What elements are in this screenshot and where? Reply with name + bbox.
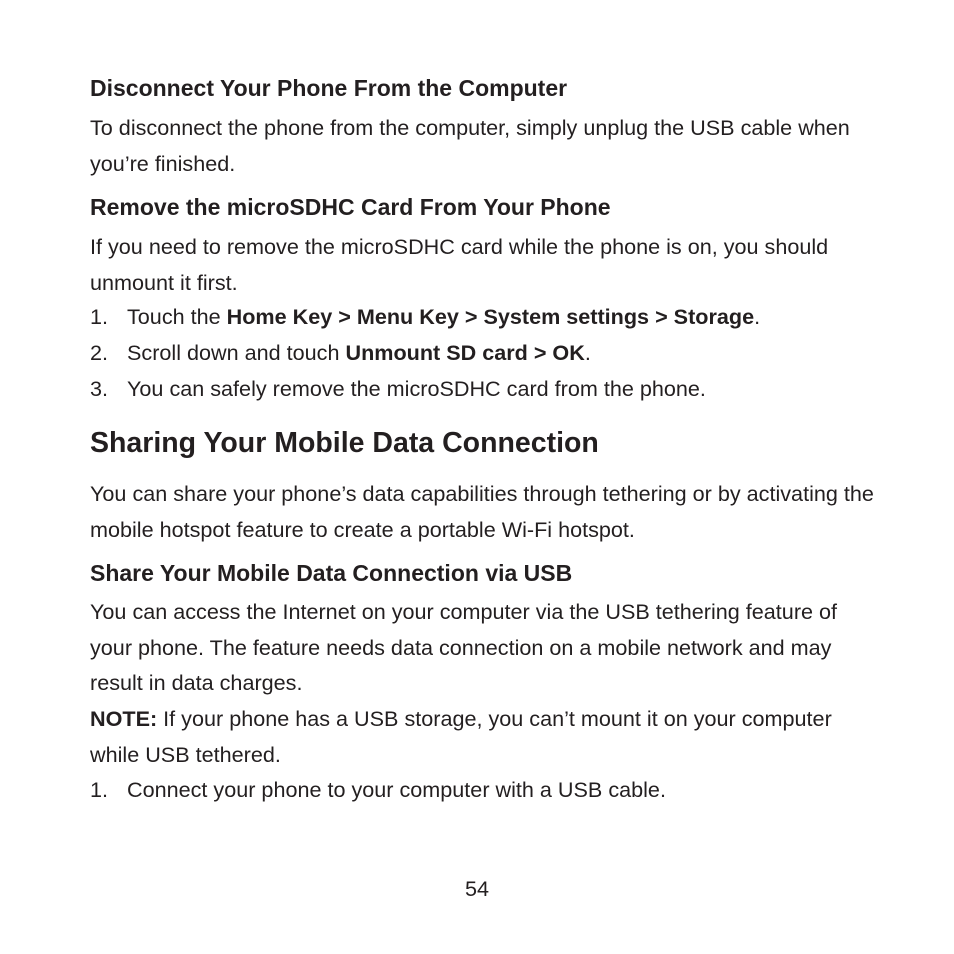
paragraph-sharing: You can share your phone’s data capabilities through tethering or by activating the mobile hotspot feature to create a portable Wi-Fi hotspot. [90,481,874,542]
paragraph-remove-card: If you need to remove the microSDHC card while the phone is on, you should unmount it first. [90,234,829,295]
list-item [90,302,760,332]
list-number: 3. [90,376,109,401]
list-number: 1. [90,777,109,802]
heading-disconnect: Disconnect Your Phone From the Computer [90,75,568,101]
list-number: 1. [90,304,109,329]
page-number: 54 [464,876,490,901]
list-text: Touch the [127,304,227,329]
list-text-bold: Unmount SD card > OK [345,340,585,365]
paragraph-share-usb: You can access the Internet on your computer via the USB tethering feature of your phone. The feature needs data connection on a mobile network and may result in data charges. [90,599,838,695]
list-text: Connect your phone to your computer with a USB cable. [127,777,666,802]
note-label: NOTE: [90,706,158,731]
list-text: Scroll down and touch [127,340,346,365]
list-item [90,374,706,404]
note-text: If your phone has a USB storage, you can’t mount it on your computer while USB tethered. [90,706,832,767]
heading-remove-card: Remove the microSDHC Card From Your Phone [90,194,611,220]
heading-share-usb: Share Your Mobile Data Connection via USB [90,560,573,586]
list-text: . [754,304,761,329]
paragraph-disconnect: To disconnect the phone from the computer, simply unplug the USB cable when you’re finished. [90,115,850,176]
heading-sharing: Sharing Your Mobile Data Connection [90,427,599,459]
list-text: . [584,340,591,365]
list-item [90,338,591,368]
list-text-bold: Home Key > Menu Key > System settings > Storage [226,304,755,329]
list-text: You can safely remove the microSDHC card from the phone. [127,376,706,401]
note-paragraph [90,701,880,772]
list-number: 2. [90,340,109,365]
list-item [90,775,666,805]
